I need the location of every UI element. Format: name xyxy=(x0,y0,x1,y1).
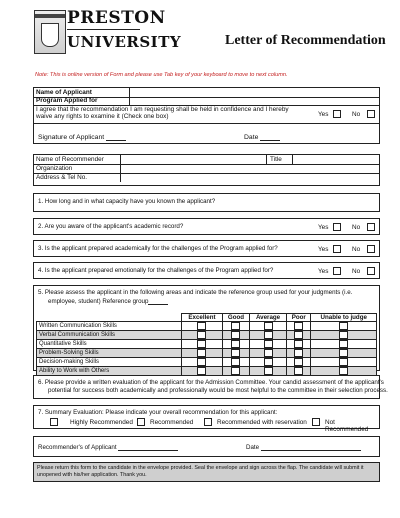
logo-line1: PRESTON xyxy=(67,8,166,28)
question-4-text: 4. Is the applicant prepared emotionally for the challenges of the Program applied for? xyxy=(38,267,274,274)
question-4-yes-checkbox[interactable] xyxy=(333,267,341,275)
rating-checkbox[interactable] xyxy=(231,367,240,375)
row-label: Ability to Work with Others xyxy=(37,367,182,376)
rating-checkbox[interactable] xyxy=(339,358,348,366)
recommender-name-label: Name of Recommender xyxy=(36,156,104,163)
question-2-no-checkbox[interactable] xyxy=(367,223,375,231)
question-7-text: 7. Summary Evaluation: Please indicate your overall recommendation for this applicant: xyxy=(38,409,278,416)
rating-checkbox[interactable] xyxy=(197,349,206,357)
recommender-title-label: Title xyxy=(270,156,282,163)
table-row xyxy=(37,349,377,358)
question-3-yes-label: Yes xyxy=(318,246,329,253)
question-7 xyxy=(33,405,380,433)
question-2-yes-checkbox[interactable] xyxy=(333,223,341,231)
rating-checkbox[interactable] xyxy=(294,349,303,357)
row-label: Decision-making Skills xyxy=(37,358,182,367)
organization-label: Organization xyxy=(36,165,73,172)
recommender-sign-section xyxy=(33,436,380,457)
waiver-yes-label: Yes xyxy=(318,111,329,118)
rating-checkbox[interactable] xyxy=(294,358,303,366)
highly-recommended-label: Highly Recommended xyxy=(70,419,133,426)
applicant-section xyxy=(33,87,380,144)
rating-checkbox[interactable] xyxy=(231,322,240,330)
recommended-reservation-checkbox[interactable] xyxy=(204,418,212,426)
rating-checkbox[interactable] xyxy=(264,340,273,348)
column-header-good: Good xyxy=(222,314,249,322)
organization-field[interactable] xyxy=(121,164,379,173)
program-field[interactable] xyxy=(130,97,379,105)
rating-checkbox[interactable] xyxy=(339,349,348,357)
not-recommended-label: Not Recommended xyxy=(325,419,369,433)
recommender-date xyxy=(246,444,361,451)
reference-group-field[interactable] xyxy=(148,298,168,305)
address-field[interactable] xyxy=(121,173,379,182)
page-title: Letter of Recommendation xyxy=(225,33,386,48)
recommender-signature-field[interactable] xyxy=(118,444,178,451)
question-6[interactable] xyxy=(33,375,388,399)
rating-checkbox[interactable] xyxy=(264,358,273,366)
table-row xyxy=(37,331,377,340)
question-3 xyxy=(33,240,380,257)
signature-field[interactable] xyxy=(106,134,126,141)
assessment-intro-line1: 5. Please assess the applicant in the following areas and indicate the reference group used for your judgments (i.e. xyxy=(38,289,353,296)
rating-checkbox[interactable] xyxy=(294,340,303,348)
logo-divider xyxy=(67,29,140,30)
rating-checkbox[interactable] xyxy=(197,340,206,348)
rating-checkbox[interactable] xyxy=(339,331,348,339)
recommender-title-field[interactable] xyxy=(293,155,379,164)
question-3-text: 3. Is the applicant prepared academically for the challenges of the Program applied for? xyxy=(38,245,278,252)
row-label: Quantitative Skills xyxy=(37,340,182,349)
question-2-text: 2. Are you aware of the applicant's academic record? xyxy=(38,223,184,230)
waiver-agreement: I agree that the recommendation I am requesting shall be held in confidence and I hereby waive any rights to examine it (Check one box) xyxy=(36,106,289,120)
rating-checkbox[interactable] xyxy=(264,322,273,330)
not-recommended-checkbox[interactable] xyxy=(312,418,320,426)
question-6-line1: 6. Please provide a written evaluation of the applicant for the Admission Committee. Your candid assessment of the applicant's xyxy=(38,379,384,386)
rating-checkbox[interactable] xyxy=(294,322,303,330)
question-1[interactable] xyxy=(33,193,380,212)
row-label: Written Communication Skills xyxy=(37,322,182,331)
applicant-name-label: Name of Applicant xyxy=(36,89,92,96)
applicant-date-field[interactable] xyxy=(260,134,280,141)
recommended-label: Recommended xyxy=(150,419,194,426)
rating-checkbox[interactable] xyxy=(264,349,273,357)
question-1-text: 1. How long and in what capacity have you known the applicant? xyxy=(38,198,216,205)
question-3-no-checkbox[interactable] xyxy=(367,245,375,253)
question-4-no-checkbox[interactable] xyxy=(367,267,375,275)
university-seal-icon xyxy=(34,10,66,54)
question-4-no-label: No xyxy=(352,268,361,275)
highly-recommended-checkbox[interactable] xyxy=(50,418,58,426)
logo-line2: UNIVERSITY xyxy=(67,33,182,51)
rating-checkbox[interactable] xyxy=(231,331,240,339)
rating-checkbox[interactable] xyxy=(197,358,206,366)
assessment-corner xyxy=(37,314,182,322)
rating-checkbox[interactable] xyxy=(197,367,206,375)
recommender-date-field[interactable] xyxy=(261,444,361,451)
recommender-signature xyxy=(38,444,178,451)
rating-checkbox[interactable] xyxy=(231,340,240,348)
question-4-yes-label: Yes xyxy=(318,268,329,275)
question-2 xyxy=(33,218,380,235)
applicant-date xyxy=(244,134,280,141)
question-2-no-label: No xyxy=(352,224,361,231)
rating-checkbox[interactable] xyxy=(197,322,206,330)
assessment-grid xyxy=(36,313,377,376)
address-label: Address & Tel No. xyxy=(36,174,88,181)
applicant-name-field[interactable] xyxy=(130,88,379,97)
rating-checkbox[interactable] xyxy=(339,322,348,330)
question-6-line2: potential for success both academically and professionally would be most helpful to the committee in their selection process. xyxy=(48,387,388,394)
question-3-yes-checkbox[interactable] xyxy=(333,245,341,253)
rating-checkbox[interactable] xyxy=(264,367,273,375)
recommended-checkbox[interactable] xyxy=(137,418,145,426)
table-row xyxy=(37,358,377,367)
column-header-average: Average xyxy=(249,314,286,322)
question-5-assessment xyxy=(33,285,380,374)
assessment-intro-line2 xyxy=(48,298,168,305)
rating-checkbox[interactable] xyxy=(339,367,348,375)
question-4 xyxy=(33,262,380,279)
table-row xyxy=(37,322,377,331)
recommender-signature-label: Recommender's of Applicant xyxy=(38,444,117,451)
rating-checkbox[interactable] xyxy=(197,331,206,339)
form-note: Note: This is online version of Form and please use Tab key of your keyboard to move to next column. xyxy=(35,72,288,78)
row-label: Verbal Communication Skills xyxy=(37,331,182,340)
rating-checkbox[interactable] xyxy=(294,367,303,375)
rating-checkbox[interactable] xyxy=(231,358,240,366)
signature-label: Signature of Applicant xyxy=(38,134,105,141)
program-label: Program Applied for xyxy=(36,97,98,104)
column-header-unable: Unable to judge xyxy=(311,314,377,322)
question-3-no-label: No xyxy=(352,246,361,253)
recommender-name-field[interactable] xyxy=(121,155,266,164)
recommended-reservation-label: Recommended with reservation xyxy=(217,419,307,426)
waiver-no-checkbox[interactable] xyxy=(367,110,375,118)
waiver-yes-checkbox[interactable] xyxy=(333,110,341,118)
table-row xyxy=(37,340,377,349)
rating-checkbox[interactable] xyxy=(294,331,303,339)
recommender-date-label: Date xyxy=(246,444,260,451)
recommender-section xyxy=(33,154,380,186)
return-instructions: Please return this form to the candidate in the envelope provided. Seal the envelope and sign across the flap. The candidate will submit it unopened with his/her application. Thank you. xyxy=(33,462,380,482)
question-2-yes-label: Yes xyxy=(318,224,329,231)
column-header-poor: Poor xyxy=(287,314,311,322)
applicant-date-label: Date xyxy=(244,134,259,141)
applicant-signature xyxy=(38,134,126,141)
rating-checkbox[interactable] xyxy=(339,340,348,348)
row-label: Problem-Solving Skills xyxy=(37,349,182,358)
rating-checkbox[interactable] xyxy=(231,349,240,357)
column-header-excellent: Excellent xyxy=(182,314,223,322)
reference-group-label: employee, student) Reference group xyxy=(48,298,149,305)
rating-checkbox[interactable] xyxy=(264,331,273,339)
waiver-no-label: No xyxy=(352,111,361,118)
